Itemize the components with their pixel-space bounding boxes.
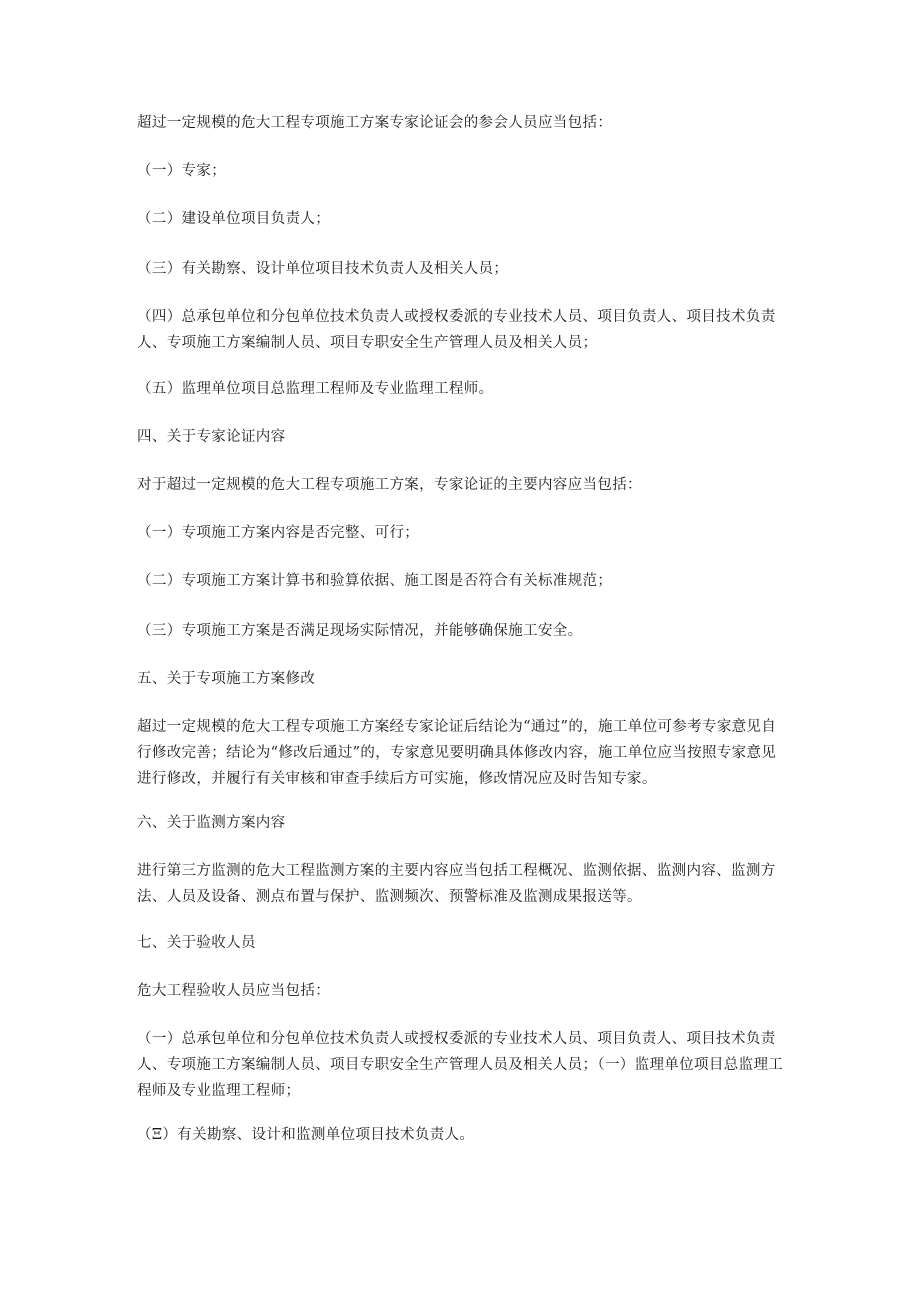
list-item-acceptance-survey: （Ξ）有关勘察、设计和监测单位项目技术负责人。 <box>137 1127 475 1143</box>
list-item-experts: （一）专家； <box>137 163 227 179</box>
section-heading-7: 七、关于验收人员 <box>137 935 256 951</box>
section-heading-4: 四、关于专家论证内容 <box>137 429 286 445</box>
section-heading-5: 五、关于专项施工方案修改 <box>137 671 316 687</box>
list-item-acceptance-contractor: （一）总承包单位和分包单位技术负责人或授权委派的专业技术人员、项目负责人、项目技术负责人、专项施工方案编制人员、项目专职安全生产管理人员及相关人员；（一）监理单位项目总监理工程师及专业监理工程师； <box>137 1031 784 1099</box>
list-item-owner: （二）建设单位项目负责人； <box>137 211 331 227</box>
paragraph-plan-revision: 超过一定规模的危大工程专项施工方案经专家论证后结论为“通过”的，施工单位可参考专家意见自行修改完善；结论为“修改后通过”的，专家意见要明确具体修改内容，施工单位应当按照专家意见进行修改，并履行有关审核和审查手续后方可实施，修改情况应及时告知专家。 <box>137 719 777 787</box>
list-item-calculations: （二）专项施工方案计算书和验算依据、施工图是否符合有关标准规范； <box>137 573 613 589</box>
paragraph-acceptance-intro: 危大工程验收人员应当包括： <box>137 983 331 999</box>
list-item-survey-design: （三）有关勘察、设计单位项目技术负责人及相关人员； <box>137 261 509 277</box>
list-item-supervisor: （五）监理单位项目总监理工程师及专业监理工程师。 <box>137 381 494 397</box>
list-item-site-conditions: （三）专项施工方案是否满足现场实际情况，并能够确保施工安全。 <box>137 623 583 639</box>
section-heading-6: 六、关于监测方案内容 <box>137 815 286 831</box>
paragraph-expert-content: 对于超过一定规模的危大工程专项施工方案，专家论证的主要内容应当包括： <box>137 477 642 493</box>
list-item-completeness: （一）专项施工方案内容是否完整、可行； <box>137 525 420 541</box>
paragraph-intro-attendees: 超过一定规模的危大工程专项施工方案专家论证会的参会人员应当包括： <box>137 115 613 131</box>
paragraph-monitoring-plan: 进行第三方监测的危大工程监测方案的主要内容应当包括工程概况、监测依据、监测内容、监测方法、人员及设备、测点布置与保护、监测频次、预警标准及监测成果报送等。 <box>137 863 776 905</box>
list-item-contractor: （四）总承包单位和分包单位技术负责人或授权委派的专业技术人员、项目负责人、项目技术负责人、专项施工方案编制人员、项目专职安全生产管理人员及相关人员； <box>137 309 776 351</box>
